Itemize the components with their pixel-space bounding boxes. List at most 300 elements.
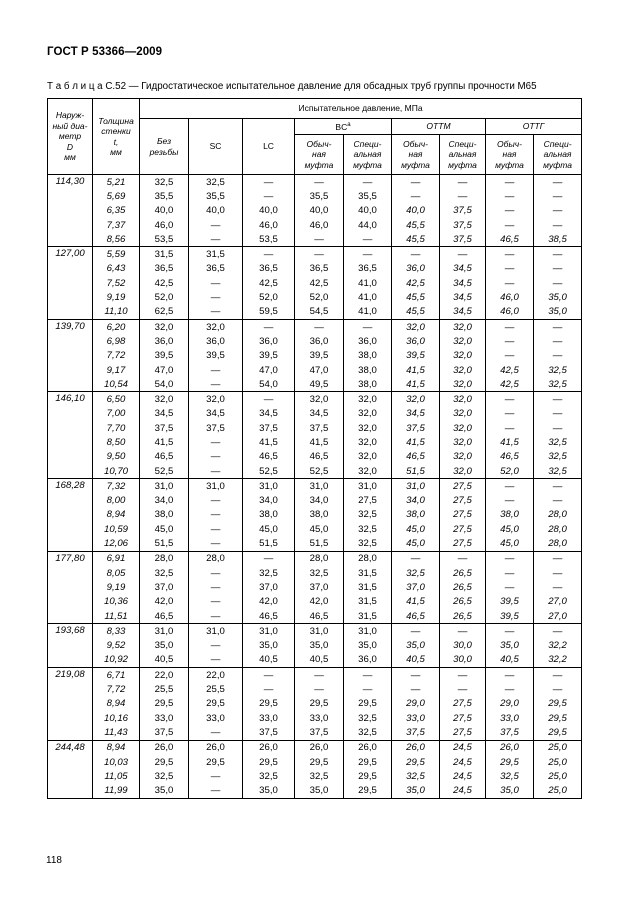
- pressure-cell: 32,0: [440, 407, 486, 421]
- pressure-cell: —: [344, 175, 392, 190]
- pressure-cell: 29,5: [534, 711, 582, 725]
- pressure-cell: 40,0: [189, 204, 243, 218]
- pressure-cell: —: [392, 668, 440, 683]
- table-row: [48, 508, 582, 522]
- pressure-cell: —: [486, 204, 534, 218]
- pressure-cell: 40,5: [295, 653, 344, 668]
- pressure-cell: 33,0: [189, 711, 243, 725]
- pressure-cell: 31,5: [189, 247, 243, 262]
- pressure-cell: 62,5: [140, 305, 189, 320]
- outer-diameter-cell: 244,48: [48, 740, 93, 798]
- wall-thickness-cell: 11,51: [93, 609, 140, 624]
- pressure-cell: 42,5: [140, 276, 189, 290]
- pressure-cell: 42,0: [243, 595, 295, 609]
- pressure-cell: 32,0: [440, 435, 486, 449]
- pressure-cell: —: [440, 668, 486, 683]
- pressure-cell: 52,5: [295, 464, 344, 479]
- pressure-cell: 37,0: [243, 580, 295, 594]
- pressure-cell: 26,5: [440, 580, 486, 594]
- document-header: ГОСТ Р 53366—2009: [47, 46, 163, 58]
- pressure-cell: 25,5: [189, 682, 243, 696]
- pressure-cell: 32,0: [440, 421, 486, 435]
- pressure-cell: —: [534, 551, 582, 566]
- wall-thickness-cell: 5,21: [93, 175, 140, 190]
- table-row: [48, 276, 582, 290]
- col-header-ottg: ОТТГ: [486, 119, 582, 135]
- pressure-cell: 35,0: [534, 290, 582, 304]
- wall-thickness-cell: 8,94: [93, 508, 140, 522]
- pressure-cell: 46,0: [295, 218, 344, 232]
- pressure-cell: —: [486, 262, 534, 276]
- pressure-cell: 32,5: [534, 435, 582, 449]
- wall-thickness-cell: 11,43: [93, 725, 140, 740]
- pressure-cell: 37,5: [295, 421, 344, 435]
- pressure-cell: 46,5: [392, 609, 440, 624]
- page-number: 118: [46, 855, 62, 866]
- pressure-cell: 29,5: [534, 697, 582, 711]
- col-header-special-coupling: Специ- альная муфта: [344, 135, 392, 175]
- pressure-cell: 32,0: [140, 392, 189, 407]
- wall-thickness-cell: 8,94: [93, 740, 140, 755]
- wall-thickness-cell: 9,52: [93, 639, 140, 653]
- pressure-cell: 37,5: [440, 232, 486, 247]
- pressure-cell: 36,5: [189, 262, 243, 276]
- pressure-cell: 46,0: [140, 218, 189, 232]
- pressure-cell: 31,0: [243, 624, 295, 639]
- pressure-cell: 35,0: [392, 783, 440, 798]
- pressure-cell: —: [189, 435, 243, 449]
- pressure-cell: 29,5: [344, 697, 392, 711]
- pressure-cell: 52,0: [295, 290, 344, 304]
- pressure-cell: 35,0: [486, 783, 534, 798]
- pressure-cell: 31,5: [344, 595, 392, 609]
- pressure-cell: 42,5: [243, 276, 295, 290]
- pressure-cell: 35,5: [189, 189, 243, 203]
- wall-thickness-cell: 6,43: [93, 262, 140, 276]
- pressure-cell: —: [243, 175, 295, 190]
- pressure-cell: 53,5: [140, 232, 189, 247]
- pressure-cell: 33,0: [392, 711, 440, 725]
- table-row: [48, 595, 582, 609]
- pressure-cell: —: [534, 189, 582, 203]
- pressure-cell: —: [486, 421, 534, 435]
- pressure-cell: 36,5: [344, 262, 392, 276]
- pressure-cell: 26,5: [440, 566, 486, 580]
- pressure-cell: 33,0: [140, 711, 189, 725]
- pressure-cell: 35,5: [344, 189, 392, 203]
- col-header-special-coupling: Специ- альная муфта: [440, 135, 486, 175]
- pressure-cell: 46,5: [243, 450, 295, 464]
- table-row: [48, 247, 582, 262]
- pressure-cell: 40,5: [392, 653, 440, 668]
- wall-thickness-cell: 7,72: [93, 349, 140, 363]
- wall-thickness-cell: 5,69: [93, 189, 140, 203]
- pressure-cell: 29,5: [534, 725, 582, 740]
- pressure-cell: 32,0: [344, 450, 392, 464]
- pressure-cell: 38,0: [392, 508, 440, 522]
- pressure-cell: 31,0: [243, 479, 295, 494]
- pressure-cell: 44,0: [344, 218, 392, 232]
- pressure-cell: 32,0: [189, 392, 243, 407]
- table-row: [48, 551, 582, 566]
- pressure-cell: 35,0: [140, 783, 189, 798]
- pressure-cell: —: [243, 682, 295, 696]
- table-row: [48, 262, 582, 276]
- pressure-cell: 32,5: [295, 566, 344, 580]
- table-row: [48, 711, 582, 725]
- table-row: [48, 580, 582, 594]
- pressure-cell: 31,0: [140, 479, 189, 494]
- pressure-cell: 25,0: [534, 769, 582, 783]
- pressure-cell: 34,5: [440, 305, 486, 320]
- pressure-cell: —: [440, 682, 486, 696]
- pressure-cell: 46,5: [486, 450, 534, 464]
- pressure-cell: —: [486, 175, 534, 190]
- wall-thickness-cell: 5,59: [93, 247, 140, 262]
- pressure-cell: 29,5: [140, 697, 189, 711]
- pressure-cell: 25,0: [534, 740, 582, 755]
- pressure-cell: 29,5: [189, 697, 243, 711]
- pressure-cell: 36,0: [392, 262, 440, 276]
- pressure-cell: 38,0: [295, 508, 344, 522]
- pressure-cell: —: [534, 262, 582, 276]
- pressure-cell: 46,0: [486, 305, 534, 320]
- wall-thickness-cell: 9,17: [93, 363, 140, 377]
- col-header-ottm: ОТТМ: [392, 119, 486, 135]
- pressure-cell: 46,5: [243, 609, 295, 624]
- pressure-cell: 41,0: [344, 290, 392, 304]
- pressure-cell: —: [486, 624, 534, 639]
- pressure-cell: 40,0: [344, 204, 392, 218]
- pressure-cell: 32,2: [534, 653, 582, 668]
- pressure-cell: —: [534, 319, 582, 334]
- wall-thickness-cell: 8,00: [93, 494, 140, 508]
- pressure-cell: —: [189, 450, 243, 464]
- wall-thickness-cell: 10,59: [93, 522, 140, 536]
- pressure-cell: —: [189, 276, 243, 290]
- pressure-cell: 35,0: [295, 639, 344, 653]
- pressure-cell: 27,0: [534, 609, 582, 624]
- pressure-cell: 39,5: [486, 609, 534, 624]
- pressure-cell: 27,0: [534, 595, 582, 609]
- pressure-cell: 39,5: [392, 349, 440, 363]
- pressure-cell: 29,5: [344, 755, 392, 769]
- pressure-cell: —: [440, 624, 486, 639]
- pressure-cell: 32,5: [534, 464, 582, 479]
- pressure-cell: 46,5: [486, 232, 534, 247]
- table-row: [48, 305, 582, 320]
- pressure-cell: 42,5: [392, 276, 440, 290]
- outer-diameter-cell: 139,70: [48, 319, 93, 391]
- table-row: [48, 494, 582, 508]
- pressure-cell: 37,5: [189, 421, 243, 435]
- pressure-cell: 31,0: [295, 624, 344, 639]
- pressure-cell: 27,5: [440, 508, 486, 522]
- pressure-cell: 32,0: [440, 349, 486, 363]
- wall-thickness-cell: 10,03: [93, 755, 140, 769]
- wall-thickness-cell: 7,37: [93, 218, 140, 232]
- pressure-cell: —: [534, 204, 582, 218]
- table-row: [48, 450, 582, 464]
- pressure-cell: 24,5: [440, 755, 486, 769]
- pressure-cell: 31,5: [344, 609, 392, 624]
- pressure-cell: 27,5: [440, 494, 486, 508]
- pressure-cell: 38,0: [344, 349, 392, 363]
- pressure-cell: 34,5: [440, 262, 486, 276]
- pressure-cell: —: [534, 580, 582, 594]
- pressure-cell: 32,0: [344, 435, 392, 449]
- pressure-cell: 32,0: [392, 392, 440, 407]
- pressure-cell: 32,0: [344, 407, 392, 421]
- pressure-cell: 32,5: [243, 769, 295, 783]
- pressure-cell: —: [189, 377, 243, 392]
- table-row: [48, 334, 582, 348]
- pressure-cell: 32,0: [392, 319, 440, 334]
- pressure-cell: 39,5: [140, 349, 189, 363]
- pressure-cell: 27,5: [440, 522, 486, 536]
- pressure-cell: —: [243, 247, 295, 262]
- pressure-cell: 35,0: [344, 639, 392, 653]
- pressure-cell: —: [534, 566, 582, 580]
- pressure-cell: 34,0: [140, 494, 189, 508]
- wall-thickness-cell: 6,98: [93, 334, 140, 348]
- pressure-cell: 22,0: [189, 668, 243, 683]
- wall-thickness-cell: 9,19: [93, 290, 140, 304]
- pressure-cell: 37,5: [243, 421, 295, 435]
- outer-diameter-cell: 193,68: [48, 624, 93, 668]
- pressure-cell: 37,0: [295, 580, 344, 594]
- pressure-cell: 36,0: [140, 334, 189, 348]
- pressure-cell: 52,5: [243, 464, 295, 479]
- pressure-cell: 34,5: [140, 407, 189, 421]
- pressure-cell: 22,0: [140, 668, 189, 683]
- wall-thickness-cell: 11,99: [93, 783, 140, 798]
- table-row: [48, 479, 582, 494]
- pressure-cell: —: [486, 218, 534, 232]
- pressure-cell: 36,0: [344, 653, 392, 668]
- pressure-cell: 26,5: [440, 609, 486, 624]
- pressure-cell: —: [392, 624, 440, 639]
- pressure-cell: 41,5: [295, 435, 344, 449]
- pressure-cell: 34,5: [392, 407, 440, 421]
- pressure-cell: 45,5: [392, 290, 440, 304]
- col-header-special-coupling: Специ- альная муфта: [534, 135, 582, 175]
- pressure-cell: 38,0: [140, 508, 189, 522]
- pressure-cell: 37,5: [486, 725, 534, 740]
- pressure-cell: 35,0: [295, 783, 344, 798]
- pressure-cell: 35,0: [486, 639, 534, 653]
- wall-thickness-cell: 8,50: [93, 435, 140, 449]
- pressure-cell: —: [486, 319, 534, 334]
- pressure-cell: —: [189, 566, 243, 580]
- pressure-cell: 45,5: [392, 305, 440, 320]
- pressure-cell: 27,5: [440, 697, 486, 711]
- wall-thickness-cell: 10,16: [93, 711, 140, 725]
- pressure-cell: 31,0: [189, 624, 243, 639]
- pressure-cell: 34,0: [295, 494, 344, 508]
- pressure-cell: —: [295, 682, 344, 696]
- pressure-cell: 25,0: [534, 783, 582, 798]
- pressure-cell: 40,0: [392, 204, 440, 218]
- pressure-cell: 35,5: [295, 189, 344, 203]
- pressure-cell: 37,5: [140, 725, 189, 740]
- pressure-cell: 38,0: [344, 377, 392, 392]
- col-header-lc: LC: [243, 119, 295, 175]
- pressure-cell: 27,5: [344, 494, 392, 508]
- pressure-cell: 41,0: [344, 276, 392, 290]
- col-header-pressure: Испытательное давление, МПа: [140, 99, 582, 119]
- pressure-cell: 39,5: [189, 349, 243, 363]
- pressure-cell: 37,0: [140, 580, 189, 594]
- pressure-cell: —: [344, 247, 392, 262]
- wall-thickness-cell: 10,70: [93, 464, 140, 479]
- pressure-cell: 34,5: [295, 407, 344, 421]
- pressure-cell: —: [486, 407, 534, 421]
- outer-diameter-cell: 177,80: [48, 551, 93, 623]
- pressure-cell: 39,5: [243, 349, 295, 363]
- pressure-cell: 36,5: [295, 262, 344, 276]
- pressure-cell: 36,0: [243, 334, 295, 348]
- pressure-cell: 28,0: [295, 551, 344, 566]
- pressure-cell: 40,0: [140, 204, 189, 218]
- pressure-cell: —: [189, 290, 243, 304]
- table-row: [48, 566, 582, 580]
- pressure-cell: 34,5: [243, 407, 295, 421]
- pressure-cell: 32,5: [140, 566, 189, 580]
- pressure-cell: —: [486, 247, 534, 262]
- pressure-cell: 32,5: [344, 522, 392, 536]
- pressure-cell: 34,0: [243, 494, 295, 508]
- pressure-cell: —: [189, 522, 243, 536]
- pressure-cell: —: [189, 508, 243, 522]
- pressure-cell: 54,5: [295, 305, 344, 320]
- pressure-cell: 54,0: [243, 377, 295, 392]
- pressure-cell: 32,0: [440, 363, 486, 377]
- table-row: [48, 189, 582, 203]
- pressure-cell: —: [534, 421, 582, 435]
- pressure-cell: 26,0: [140, 740, 189, 755]
- pressure-cell: 32,0: [344, 392, 392, 407]
- pressure-cell: 28,0: [534, 536, 582, 551]
- pressure-cell: 30,0: [440, 639, 486, 653]
- wall-thickness-cell: 7,00: [93, 407, 140, 421]
- pressure-cell: 42,0: [140, 595, 189, 609]
- pressure-cell: 31,0: [295, 479, 344, 494]
- pressure-cell: 32,5: [344, 711, 392, 725]
- pressure-cell: 32,0: [440, 392, 486, 407]
- pressure-cell: —: [344, 319, 392, 334]
- pressure-cell: —: [534, 407, 582, 421]
- wall-thickness-cell: 11,05: [93, 769, 140, 783]
- pressure-cell: 31,0: [392, 479, 440, 494]
- pressure-cell: 27,5: [440, 479, 486, 494]
- pressure-cell: —: [392, 551, 440, 566]
- outer-diameter-cell: 114,30: [48, 175, 93, 247]
- pressure-cell: —: [189, 494, 243, 508]
- pressure-cell: 35,0: [243, 639, 295, 653]
- pressure-cell: —: [534, 479, 582, 494]
- pressure-cell: 41,0: [344, 305, 392, 320]
- pressure-cell: —: [295, 232, 344, 247]
- pressure-cell: 26,0: [344, 740, 392, 755]
- pressure-cell: 45,0: [486, 536, 534, 551]
- pressure-cell: 38,0: [486, 508, 534, 522]
- pressure-cell: —: [534, 682, 582, 696]
- pressure-cell: 35,5: [140, 189, 189, 203]
- pressure-cell: 37,5: [392, 725, 440, 740]
- table-row: [48, 421, 582, 435]
- pressure-cell: 36,0: [189, 334, 243, 348]
- pressure-cell: —: [189, 536, 243, 551]
- pressure-cell: 47,0: [243, 363, 295, 377]
- pressure-cell: 34,0: [392, 494, 440, 508]
- pressure-cell: 32,0: [440, 319, 486, 334]
- table-row: [48, 407, 582, 421]
- pressure-cell: 52,0: [140, 290, 189, 304]
- pressure-cell: 24,5: [440, 740, 486, 755]
- pressure-cell: 28,0: [140, 551, 189, 566]
- pressure-cell: —: [295, 319, 344, 334]
- pressure-cell: 32,5: [392, 566, 440, 580]
- pressure-cell: 35,0: [243, 783, 295, 798]
- pressure-cell: —: [486, 566, 534, 580]
- pressure-cell: 41,5: [392, 595, 440, 609]
- table-row: [48, 232, 582, 247]
- pressure-cell: 33,0: [486, 711, 534, 725]
- table-row: [48, 725, 582, 740]
- table-row: [48, 377, 582, 392]
- wall-thickness-cell: 7,52: [93, 276, 140, 290]
- pressure-cell: 33,0: [243, 711, 295, 725]
- pressure-cell: 32,5: [534, 363, 582, 377]
- pressure-cell: 28,0: [189, 551, 243, 566]
- pressure-cell: 32,0: [344, 421, 392, 435]
- table-row: [48, 464, 582, 479]
- pressure-cell: —: [486, 551, 534, 566]
- table-row: [48, 609, 582, 624]
- wall-thickness-cell: 8,05: [93, 566, 140, 580]
- wall-thickness-cell: 9,50: [93, 450, 140, 464]
- pressure-cell: 29,0: [486, 697, 534, 711]
- table-caption: Т а б л и ц а С.52 — Гидростатическое испытательное давление для обсадных труб группы прочности М65: [47, 81, 537, 92]
- pressure-cell: 45,5: [392, 218, 440, 232]
- pressure-cell: 32,0: [295, 392, 344, 407]
- wall-thickness-cell: 10,36: [93, 595, 140, 609]
- pressure-cell: 36,0: [344, 334, 392, 348]
- table-row: [48, 536, 582, 551]
- pressure-cell: 36,0: [392, 334, 440, 348]
- wall-thickness-cell: 6,20: [93, 319, 140, 334]
- pressure-cell: —: [534, 668, 582, 683]
- pressure-cell: 29,5: [189, 755, 243, 769]
- wall-thickness-cell: 10,54: [93, 377, 140, 392]
- pressure-cell: —: [486, 349, 534, 363]
- pressure-cell: 29,5: [392, 755, 440, 769]
- col-header-plain: Без резьбы: [140, 119, 189, 175]
- table-row: [48, 682, 582, 696]
- pressure-cell: 41,5: [392, 435, 440, 449]
- outer-diameter-cell: 146,10: [48, 392, 93, 479]
- pressure-cell: —: [440, 247, 486, 262]
- pressure-cell: 26,5: [440, 595, 486, 609]
- pressure-cell: 37,5: [392, 421, 440, 435]
- pressure-cell: 40,0: [243, 204, 295, 218]
- pressure-cell: —: [486, 276, 534, 290]
- pressure-cell: 35,0: [392, 639, 440, 653]
- pressure-cell: —: [534, 494, 582, 508]
- wall-thickness-cell: 12,06: [93, 536, 140, 551]
- outer-diameter-cell: 219,08: [48, 668, 93, 740]
